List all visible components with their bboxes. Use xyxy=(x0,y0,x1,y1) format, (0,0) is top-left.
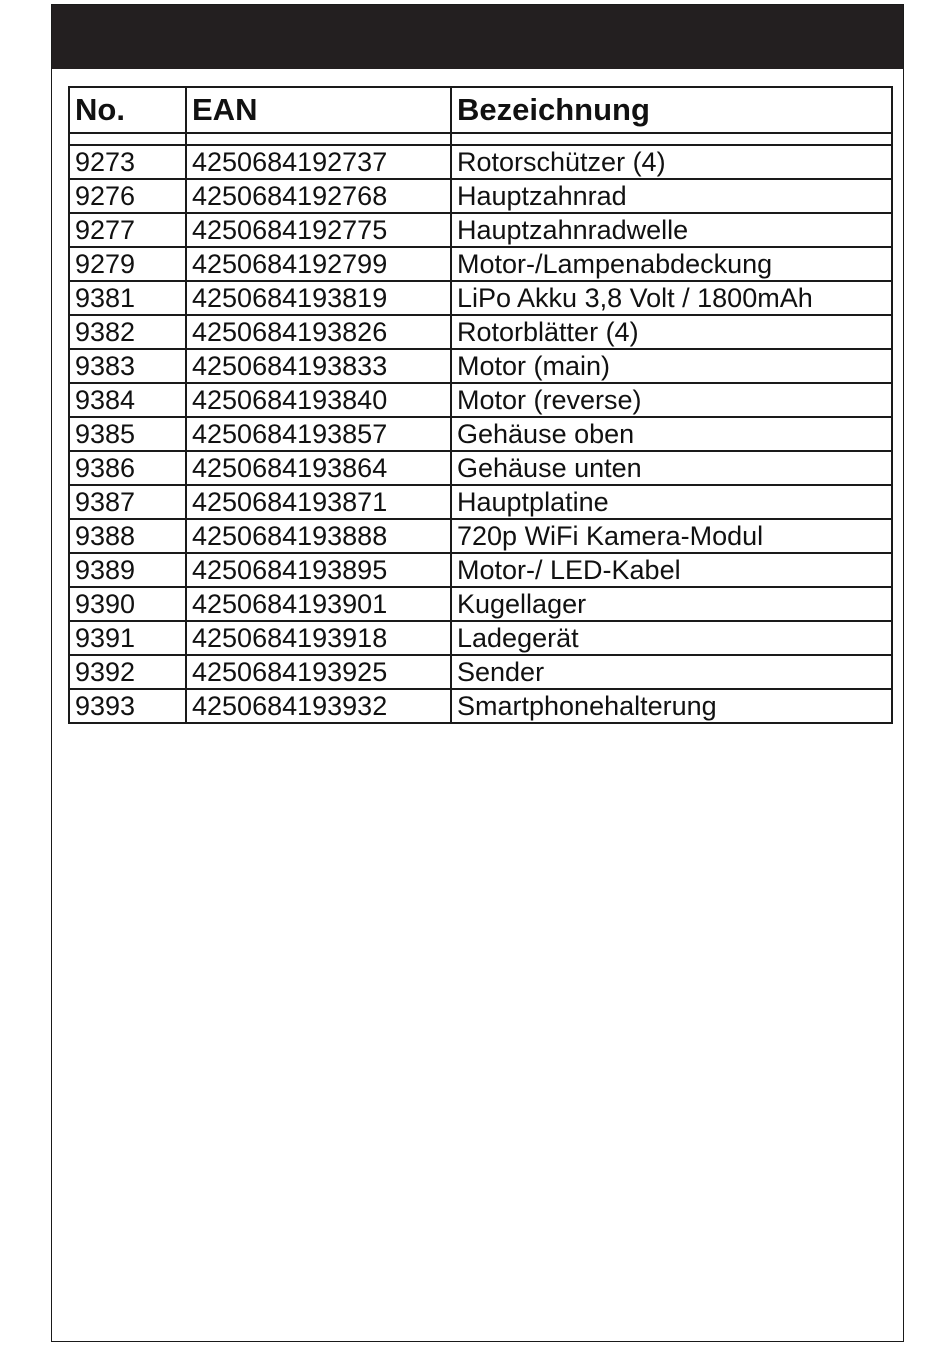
table-row xyxy=(69,553,892,587)
table-row xyxy=(69,383,892,417)
cell-ean: 4250684192768 xyxy=(186,179,451,213)
cell-description: Hauptzahnrad xyxy=(451,179,892,213)
cell-ean: 4250684192737 xyxy=(186,145,451,179)
cell-ean: 4250684193888 xyxy=(186,519,451,553)
table-row xyxy=(69,655,892,689)
table-row xyxy=(69,179,892,213)
cell-no: 9384 xyxy=(69,383,186,417)
column-header-no: No. xyxy=(69,87,186,133)
cell-no: 9393 xyxy=(69,689,186,723)
cell-no: 9382 xyxy=(69,315,186,349)
cell-description: Gehäuse oben xyxy=(451,417,892,451)
cell-no: 9277 xyxy=(69,213,186,247)
cell-description: Motor (main) xyxy=(451,349,892,383)
cell-no: 9390 xyxy=(69,587,186,621)
table-row xyxy=(69,281,892,315)
cell-no: 9383 xyxy=(69,349,186,383)
cell-description: Rotorschützer (4) xyxy=(451,145,892,179)
cell-ean: 4250684193826 xyxy=(186,315,451,349)
cell-ean: 4250684193925 xyxy=(186,655,451,689)
cell-description: Kugellager xyxy=(451,587,892,621)
table-header-row xyxy=(69,87,892,133)
cell-description: LiPo Akku 3,8 Volt / 1800mAh xyxy=(451,281,892,315)
table-body xyxy=(69,133,892,723)
cell-ean: 4250684193840 xyxy=(186,383,451,417)
table-row xyxy=(69,213,892,247)
table-row xyxy=(69,247,892,281)
cell-ean: 4250684192799 xyxy=(186,247,451,281)
cell-no: 9279 xyxy=(69,247,186,281)
cell-ean: 4250684193819 xyxy=(186,281,451,315)
cell-description: Motor (reverse) xyxy=(451,383,892,417)
spacer-cell xyxy=(451,133,892,145)
cell-no: 9385 xyxy=(69,417,186,451)
cell-ean: 4250684193833 xyxy=(186,349,451,383)
cell-no: 9273 xyxy=(69,145,186,179)
parts-table xyxy=(68,86,893,724)
spacer-cell xyxy=(69,133,186,145)
spacer-cell xyxy=(186,133,451,145)
cell-no: 9391 xyxy=(69,621,186,655)
cell-no: 9386 xyxy=(69,451,186,485)
table-row xyxy=(69,519,892,553)
cell-ean: 4250684193871 xyxy=(186,485,451,519)
cell-description: Rotorblätter (4) xyxy=(451,315,892,349)
table-row xyxy=(69,417,892,451)
table-row xyxy=(69,315,892,349)
cell-ean: 4250684192775 xyxy=(186,213,451,247)
cell-no: 9381 xyxy=(69,281,186,315)
document-page xyxy=(51,4,904,1342)
table-row xyxy=(69,689,892,723)
cell-no: 9387 xyxy=(69,485,186,519)
table-row xyxy=(69,485,892,519)
column-header-description: Bezeichnung xyxy=(451,87,892,133)
cell-description: Gehäuse unten xyxy=(451,451,892,485)
cell-no: 9276 xyxy=(69,179,186,213)
cell-description: Sender xyxy=(451,655,892,689)
cell-ean: 4250684193918 xyxy=(186,621,451,655)
table-row xyxy=(69,621,892,655)
cell-ean: 4250684193932 xyxy=(186,689,451,723)
cell-ean: 4250684193857 xyxy=(186,417,451,451)
cell-no: 9392 xyxy=(69,655,186,689)
cell-ean: 4250684193864 xyxy=(186,451,451,485)
cell-description: Hauptplatine xyxy=(451,485,892,519)
cell-ean: 4250684193895 xyxy=(186,553,451,587)
table-row xyxy=(69,349,892,383)
cell-no: 9389 xyxy=(69,553,186,587)
cell-description: Ladegerät xyxy=(451,621,892,655)
cell-ean: 4250684193901 xyxy=(186,587,451,621)
cell-description: Motor-/Lampenabdeckung xyxy=(451,247,892,281)
cell-description: Smartphonehalterung xyxy=(451,689,892,723)
table-row xyxy=(69,587,892,621)
cell-no: 9388 xyxy=(69,519,186,553)
table-row xyxy=(69,451,892,485)
table-row xyxy=(69,145,892,179)
column-header-ean: EAN xyxy=(186,87,451,133)
cell-description: Motor-/ LED-Kabel xyxy=(451,553,892,587)
header-spacer-row xyxy=(69,133,892,145)
cell-description: Hauptzahnradwelle xyxy=(451,213,892,247)
cell-description: 720p WiFi Kamera-Modul xyxy=(451,519,892,553)
header-bar xyxy=(52,5,903,69)
